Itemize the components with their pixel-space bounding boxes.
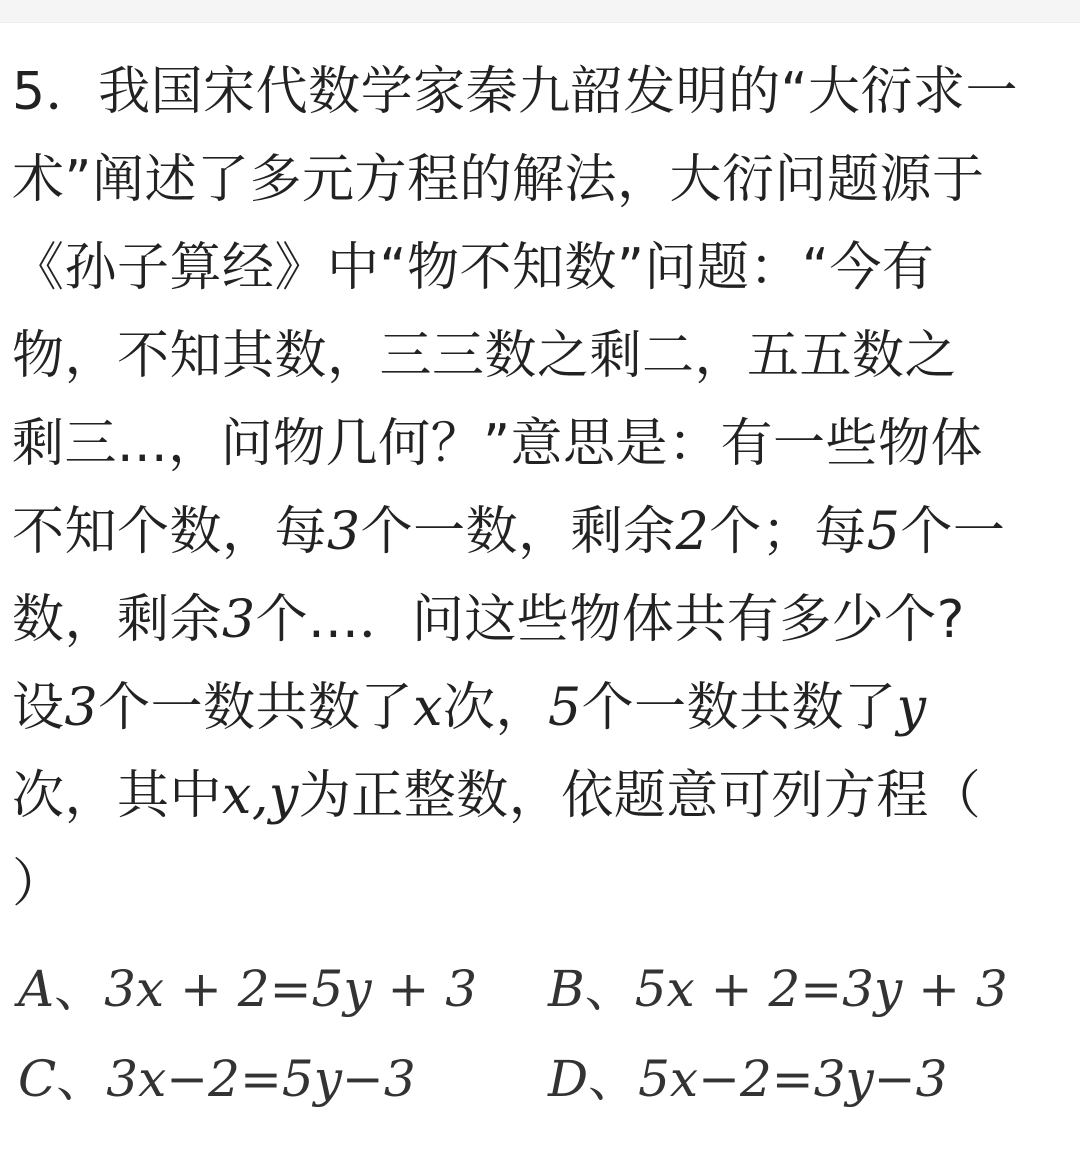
option-d[interactable] (548, 1034, 947, 1124)
option-expression: 5x + 2=3y + 3 (634, 960, 1008, 1018)
question-line-5 (12, 400, 1072, 488)
question-line-4 (12, 312, 1072, 400)
option-a[interactable] (18, 944, 477, 1034)
question-line-8 (12, 664, 1072, 752)
question-line-6 (12, 488, 1072, 576)
question-line-3 (12, 224, 1072, 312)
answer-options (18, 944, 1068, 1124)
text-segment: 剩三...，问物几何？”意思是：有一些物体 (12, 414, 984, 474)
question-line-10 (12, 840, 1072, 928)
math-number: 5 (866, 502, 901, 562)
text-segment: 物，不知其数，三三数之剩二，五五数之 (12, 326, 958, 386)
math-variable: x,y (222, 766, 299, 826)
options-row-1 (18, 944, 1068, 1034)
option-letter: B (548, 960, 585, 1018)
text-segment: 个；每 (709, 502, 867, 562)
math-number: 3 (64, 678, 99, 738)
question-line-1 (12, 48, 1072, 136)
math-number: 2 (675, 502, 710, 562)
math-number: 3 (327, 502, 361, 562)
math-number: 3 (222, 590, 256, 650)
text-segment: 设 (12, 678, 65, 738)
text-segment: 个...．问这些物体共有多少个? (255, 590, 965, 650)
option-separator: 、 (56, 1050, 107, 1108)
text-segment: 个一 (900, 502, 1006, 562)
question-line-9 (12, 752, 1072, 840)
text-segment: 5．我国宋代数学家秦九韶发明的“大衍求一 (12, 62, 1019, 122)
option-expression: 3x + 2=5y + 3 (104, 960, 478, 1018)
text-segment: 次， (442, 678, 548, 738)
math-number: 5 (547, 678, 582, 738)
question-line-2 (12, 136, 1072, 224)
option-expression: 5x−2=3y−3 (638, 1050, 948, 1108)
text-segment: 个一数共数了 (98, 678, 414, 738)
text-segment: 个一数共数了 (581, 678, 897, 738)
option-b[interactable] (548, 944, 1008, 1034)
option-letter: C (18, 1050, 57, 1108)
option-expression: 3x−2=5y−3 (106, 1050, 416, 1108)
text-segment: 数，剩余 (12, 590, 223, 650)
option-letter: A (18, 960, 55, 1018)
top-bar (0, 0, 1080, 23)
math-variable: y (896, 678, 927, 738)
option-letter: D (548, 1050, 589, 1108)
text-segment: ） (12, 854, 65, 914)
option-separator: 、 (588, 1050, 639, 1108)
text-segment: 《孙子算经》中“物不知数”问题：“今有 (12, 238, 935, 298)
text-segment: 次，其中 (12, 766, 223, 826)
question-text (12, 48, 1072, 928)
text-segment: 术”阐述了多元方程的解法，大衍问题源于 (12, 150, 985, 210)
text-segment: 为正整数，依题意可列方程（ (298, 766, 982, 826)
question-line-7 (12, 576, 1072, 664)
math-variable: x (413, 678, 443, 738)
option-separator: 、 (54, 960, 105, 1018)
option-c[interactable] (18, 1034, 416, 1124)
options-row-2 (18, 1034, 1068, 1124)
option-separator: 、 (584, 960, 635, 1018)
text-segment: 个一数，剩余 (360, 502, 676, 562)
text-segment: 不知个数，每 (12, 502, 328, 562)
